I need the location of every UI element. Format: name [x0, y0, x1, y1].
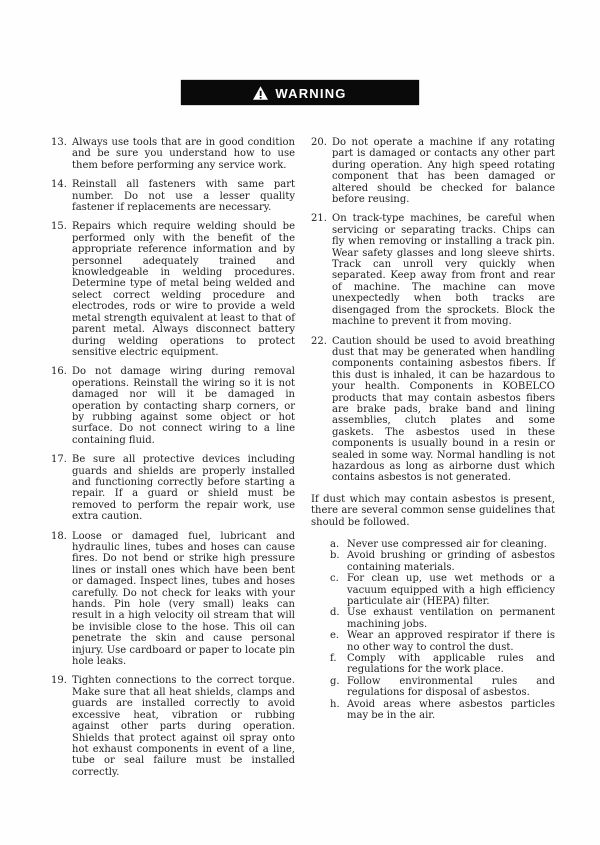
list-item-text: Do not damage wiring during removal operations. Reinstall the wiring so it is not damaged nor will it be damaged in operation by contacting sharp corners, or by rubbing against some object or hot surface. Do not connect wiring to a line containing fluid.	[72, 366, 295, 446]
guideline-letter: d.	[330, 607, 340, 619]
list-item-number: 16.	[51, 366, 67, 378]
guideline-item-b	[330, 550, 555, 573]
guideline-item-a	[330, 539, 555, 550]
list-item-13	[51, 137, 295, 171]
list-item-number: 20.	[311, 137, 327, 148]
list-item-number: 13.	[51, 137, 67, 148]
guideline-text: Wear an approved respirator if there is no other way to control the dust.	[347, 630, 555, 653]
list-item-text: Repairs which require welding should be performed only with the benefit of the appropriate reference information and by personnel adequately trained and knowledgeable in welding procedures. Determine type of metal being welded and select correct welding procedure and electrodes, rods or wire to provide a weld metal strength equivalent at least to that of parent metal. Always disconnect battery during welding operations to protect sensitive electric equipment.	[72, 221, 295, 358]
guideline-letter: b.	[330, 550, 340, 562]
list-item-number: 19.	[51, 675, 67, 687]
guideline-item-g	[330, 676, 555, 699]
guideline-letter: f.	[330, 653, 337, 665]
asbestos-intro-paragraph: If dust which may contain asbestos is present, there are several common sense guidelines that should be followed.	[311, 493, 555, 528]
list-item-text: Reinstall all fasteners with same part number. Do not use a lesser quality fastener if replacements are necessary.	[72, 179, 295, 214]
list-item-text: Caution should be used to avoid breathing dust that may be generated when handling components containing asbestos fibers. If this dust is inhaled, it can be hazardous to your health. Components in KOBELCO products that may contain asbestos fibers are brake pads, brake band and lining assemblies, clutch plates and some gaskets. The asbestos used in these components is usually bound in a resin or sealed in some way. Normal handling is not hazardous as long as airborne dust which contains asbestos is not generated.	[332, 335, 555, 484]
content-columns	[51, 137, 555, 786]
guideline-text: For clean up, use wet methods or a vacuum equipped with a high efficiency particulate air (HEPA) filter.	[347, 573, 555, 608]
guideline-letter: c.	[330, 573, 339, 585]
warning-banner	[181, 80, 419, 105]
list-item-number: 14.	[51, 179, 67, 191]
guideline-item-h	[330, 699, 555, 722]
guideline-text: Avoid brushing or grinding of asbestos containing materials.	[347, 550, 555, 573]
list-item-number: 18.	[51, 530, 67, 542]
guideline-text: Comply with applicable rules and regulations for the work place.	[347, 653, 555, 676]
guideline-letter: e.	[330, 630, 340, 642]
list-item-16	[51, 366, 295, 446]
list-item-number: 22.	[311, 335, 327, 347]
list-item-20	[311, 137, 555, 205]
list-item-text: On track-type machines, be careful when servicing or separating tracks. Chips can fly when removing or installing a track pin. Wear safety glasses and long sleeve shirts. Track can unroll very quickly when separated. Keep away from front and rear of machine. The machine can move unexpectedly when both tracks are disengaged from the sprockets. Block the machine to prevent it from moving.	[332, 213, 555, 328]
guideline-letter: g.	[330, 675, 340, 687]
list-item-text: Be sure all protective devices including guards and shields are properly installed and functioning correctly before starting a repair. If a guard or shield must be removed to perform the repair work, use extra caution.	[72, 454, 295, 523]
list-item-21	[311, 213, 555, 327]
list-item-14	[51, 179, 295, 213]
list-item-17	[51, 454, 295, 522]
asbestos-guidelines-list	[330, 539, 555, 722]
guideline-item-c	[330, 573, 555, 607]
list-item-15	[51, 221, 295, 358]
list-item-text: Loose or damaged fuel, lubricant and hydraulic lines, tubes and hoses can cause fires. Do not bend or strike high pressure lines or install ones which have been bent or damaged. Inspect lines, tubes and hoses carefully. Do not check for leaks with your hands. Pin hole (very small) leaks can result in a high velocity oil stream that will be invisible close to the hose. This oil can penetrate the skin and cause personal injury. Use cardboard or paper to locate pin hole leaks.	[72, 530, 295, 668]
list-item-number: 15.	[51, 221, 67, 233]
list-item-19	[51, 675, 295, 778]
list-item-text: Tighten connections to the correct torque. Make sure that all heat shields, clamps and guards are installed correctly to avoid excessive heat, vibration or rubbing against other parts during operation. Shields that protect against oil spray onto hot exhaust components in event of a line, tube or seal failure must be installed correctly.	[72, 675, 295, 778]
warning-label: WARNING	[275, 85, 347, 101]
right-column	[311, 137, 555, 786]
guideline-text: Use exhaust ventilation on permanent machining jobs.	[347, 607, 555, 630]
guideline-item-d	[330, 607, 555, 630]
list-item-22	[311, 336, 555, 484]
list-item-number: 17.	[51, 454, 67, 466]
list-item-text: Always use tools that are in good condition and be sure you understand how to use them before performing any service work.	[72, 137, 295, 171]
left-column	[51, 137, 295, 786]
guideline-text: Never use compressed air for cleaning.	[347, 539, 547, 550]
guideline-text: Follow environmental rules and regulations for disposal of asbestos.	[347, 675, 555, 699]
list-item-text: Do not operate a machine if any rotating part is damaged or contacts any other part during operation. Any high speed rotating component that has been damaged or altered should be checked for balance before reusing.	[332, 137, 555, 206]
list-item-18	[51, 531, 295, 668]
guideline-letter: a.	[330, 539, 340, 550]
guideline-text: Avoid areas where asbestos particles may be in the air.	[347, 698, 555, 722]
guideline-item-e	[330, 630, 555, 653]
guideline-item-f	[330, 653, 555, 676]
guideline-letter: h.	[330, 698, 340, 710]
warning-triangle-icon	[253, 86, 268, 100]
list-item-number: 21.	[311, 213, 327, 225]
